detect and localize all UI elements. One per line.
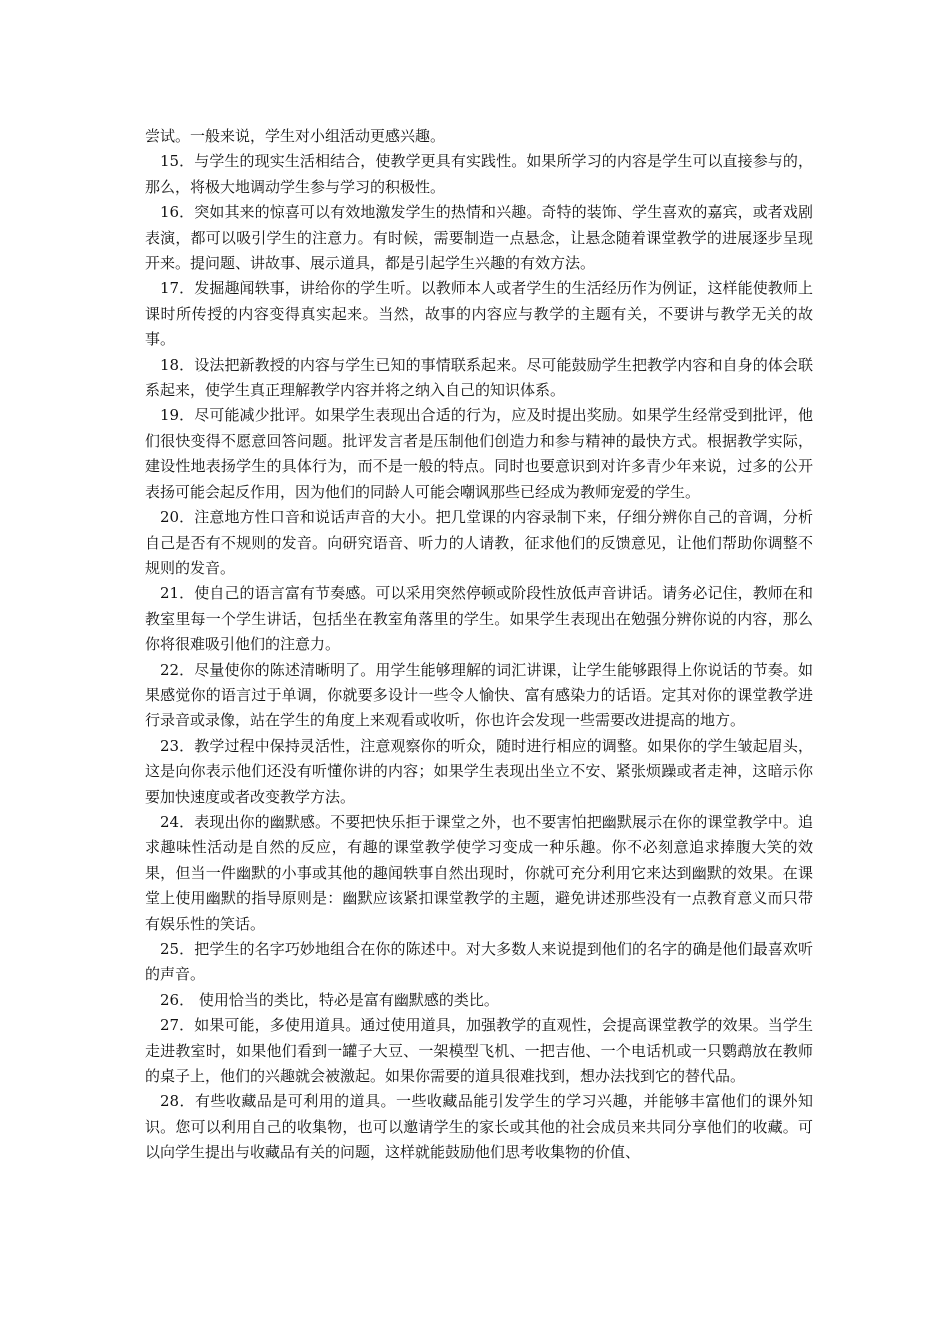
paragraph-item-23: 23．教学过程中保持灵活性，注意观察你的听众，随时进行相应的调整。如果你的学生皱起眉头，这是向你表示他们还没有听懂你讲的内容；如果学生表现出坐立不安、紧张烦躁或者走神，这暗示你要加快速度或者改变教学方法。 [145, 736, 813, 806]
paragraph-item-21: 21．使自己的语言富有节奏感。可以采用突然停顿或阶段性放低声音讲话。请务必记住，教师在和教室里每一个学生讲话，包括坐在教室角落里的学生。如果学生表现出在勉强分辨你说的内容，那么你将很难吸引他们的注意力。 [145, 584, 813, 654]
paragraph-continuation: 尝试。一般来说，学生对小组活动更感兴趣。 [145, 127, 446, 145]
paragraph-item-20: 20．注意地方性口音和说话声音的大小。把几堂课的内容录制下来，仔细分辨你自己的音调，分析自己是否有不规则的发音。向研究语音、听力的人请教，征求他们的反馈意见，让他们帮助你调整不规则的发音。 [145, 508, 813, 577]
paragraph-item-16: 16．突如其来的惊喜可以有效地激发学生的热情和兴趣。奇特的装饰、学生喜欢的嘉宾，或者戏剧表演，都可以吸引学生的注意力。有时候，需要制造一点悬念，让悬念随着课堂教学的进展逐步呈现开来。提问题、讲故事、展示道具，都是引起学生兴趣的有效方法。 [145, 203, 813, 273]
paragraph-item-18: 18．设法把新教授的内容与学生已知的事情联系起来。尽可能鼓励学生把教学内容和自身的体会联系起来，使学生真正理解教学内容并将之纳入自己的知识体系。 [145, 355, 813, 400]
paragraph-item-26: 26． 使用恰当的类比，特必是富有幽默感的类比。 [160, 990, 499, 1009]
paragraph-item-22: 22．尽量使你的陈述清晰明了。用学生能够理解的词汇讲课，让学生能够跟得上你说话的节奏。如果感觉你的语言过于单调，你就要多设计一些令人愉快、富有感染力的话语。定其对你的课堂教学进行录音或录像，站在学生的角度上来观看或收听，你也许会发现一些需要改进提高的地方。 [145, 660, 813, 730]
paragraph-item-17: 17．发掘趣闻轶事，讲给你的学生听。以教师本人或者学生的生活经历作为例证，这样能使教师上课时所传授的内容变得真实起来。当然，故事的内容应与教学的主题有关，不要讲与教学无关的故事。 [145, 279, 813, 349]
document-body [145, 124, 813, 1166]
paragraph-item-27: 27．如果可能，多使用道具。通过使用道具，加强教学的直观性，会提高课堂教学的效果。当学生走进教室时，如果他们看到一罐子大豆、一架模型飞机、一把吉他、一个电话机或一只鹦鹉放在教师的桌子上，他们的兴趣就会被激起。如果你需要的道具很难找到，想办法找到它的替代品。 [145, 1016, 813, 1086]
paragraph-item-25: 25．把学生的名字巧妙地组合在你的陈述中。对大多数人来说提到他们的名字的确是他们最喜欢听的声音。 [145, 940, 813, 984]
paragraph-item-28: 28．有些收藏品是可利用的道具。一些收藏品能引发学生的学习兴趣，并能够丰富他们的课外知识。您可以利用自己的收集物，也可以邀请学生的家长或其他的社会成员来共同分享他们的收藏。可以向学生提出与收藏品有关的问题，这样就能鼓励他们思考收集物的价值、 [145, 1092, 813, 1162]
paragraph-item-15: 15．与学生的现实生活相结合，使教学更具有实践性。如果所学习的内容是学生可以直接参与的，那么，将极大地调动学生参与学习的积极性。 [145, 152, 813, 196]
paragraph-item-24: 24．表现出你的幽默感。不要把快乐拒于课堂之外，也不要害怕把幽默展示在你的课堂教学中。追求趣味性活动是自然的反应，有趣的课堂教学使学习变成一种乐趣。你不必刻意追求捧腹大笑的效果，但当一件幽默的小事或其他的趣闻轶事自然出现时，你就可充分利用它来达到幽默的效果。在课堂上使用幽默的指导原则是：幽默应该紧扣课堂教学的主题，避免讲述那些没有一点教育意义而只带有娱乐性的笑话。 [145, 812, 813, 933]
paragraph-item-19: 19．尽可能减少批评。如果学生表现出合适的行为，应及时提出奖励。如果学生经常受到批评，他们很快变得不愿意回答问题。批评发言者是压制他们创造力和参与精神的最快方式。根据教学实际，建设性地表扬学生的具体行为，而不是一般的特点。同时也要意识到对许多青少年来说，过多的公开表扬可能会起反作用，因为他们的同龄人可能会嘲讽那些已经成为教师宠爱的学生。 [145, 406, 813, 501]
